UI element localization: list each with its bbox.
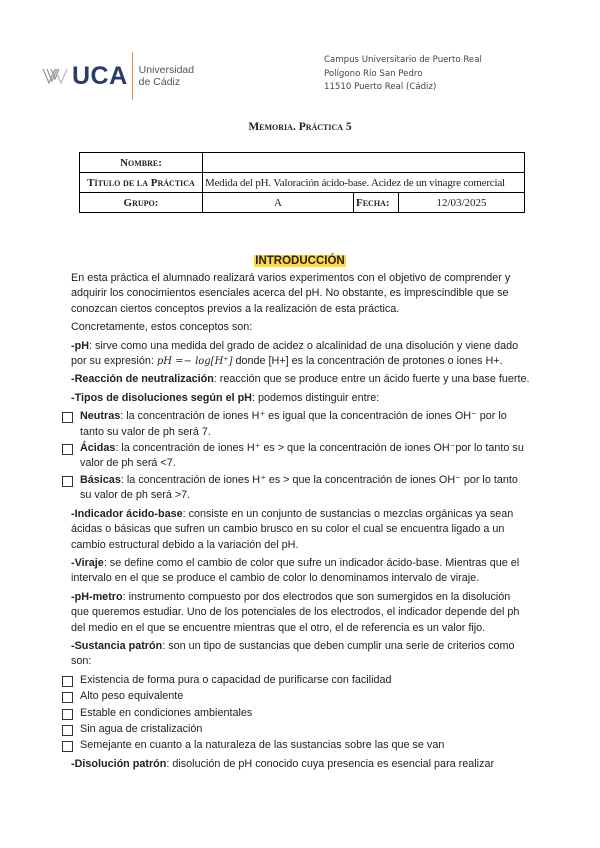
table-row [80,173,525,193]
titulo-label: Título de la Práctica [80,173,203,193]
term: -Sustancia patrón [71,639,163,652]
list-item [62,673,531,688]
address-line: 11510 Puerto Real (Cádiz) [324,82,437,93]
sustancia-patron-definition [71,639,531,670]
address-line: Campus Universitario de Puerto Real [324,55,482,65]
item-text: Estable en condiciones ambientales [80,706,253,719]
checkbox[interactable] [62,692,73,703]
nombre-value [203,153,525,173]
list-item [62,441,531,472]
phmetro-definition [71,590,531,636]
concepts-intro: Concretamente, estos conceptos son: [71,321,253,334]
checkbox[interactable] [62,741,73,752]
item-text: Semejante en cuanto a la naturaleza de las sustancias sobre las que se van [80,739,445,752]
fecha-value: 12/03/2025 [399,193,525,213]
definition-text: : reacción que se produce entre un ácido fuerte y una base fuerte. [213,373,530,386]
logo-divider [132,52,133,100]
intro-content [71,271,531,775]
term: -Tipos de disoluciones según el pH [71,391,252,404]
viraje-definition [71,556,531,587]
neutralizacion-definition [71,372,531,387]
checkbox[interactable] [62,476,73,487]
list-item [62,473,531,504]
uca-logo [42,52,194,100]
list-item [62,738,531,753]
ph-formula: pH =− log[H⁺] [156,356,233,368]
address-line: Polígono Río San Pedro [324,68,423,79]
term: -pH [71,339,89,352]
definition-text: donde [H+] es la concentración de protones o iones H+. [232,355,503,368]
disolucion-patron-definition [71,757,531,772]
checkbox[interactable] [62,725,73,736]
term: -Viraje [71,556,104,569]
term: -Reacción de neutralización [71,373,214,386]
item-text: : la concentración de iones H⁺ es > que la concentración de iones OH⁻ por lo tanto su valor de ph será >7. [80,473,518,502]
table-row [80,153,525,173]
nombre-label: Nombre: [80,153,203,173]
list-item [62,409,531,440]
list-item [62,722,531,737]
item-text: : la concentración de iones H⁺ es igual que la concentración de iones OH⁻ por lo tanto su valor de ph será 7. [80,410,507,438]
indicador-definition [71,507,531,553]
definition-text: : consiste en un conjunto de sustancias o mezclas orgánicas ya sean ácidas o básicas que sufren un cambio brusco en su color el cual se encuentra ligado a un cambio estructural debido a la variación del pH. [71,507,514,551]
item-text: Existencia de forma pura o capacidad de purificarse con facilidad [80,673,392,686]
item-text: : la concentración de iones H⁺ es > que la concentración de iones OH⁻por lo tanto su valor de ph será <7. [80,442,524,470]
definition-text: : instrumento compuesto por dos electrodos que son sumergidos en la disolución que queremos estudiar. Uno de los potenciales de los electrodos, el indicador depende del ph del medio en el que se encuentre mientras que el otro, el de referencia es un valor fijo. [71,590,520,634]
logo-abbrev: UCA [72,61,128,90]
checkbox[interactable] [62,676,73,687]
list-item [62,689,531,704]
item-text: Sin agua de cristalización [80,722,203,735]
fecha-label: Fecha: [354,193,399,213]
checkbox[interactable] [62,444,73,455]
definition-text: : podemos distinguir entre: [251,391,380,404]
definition-text: : disolución de pH conocido cuya presencia es esencial para realizar [166,757,495,770]
uca-emblem-icon [42,65,68,87]
logo-line-2: de Cádiz [138,76,181,88]
checkbox[interactable] [62,709,73,720]
definition-text: : se define como el cambio de color que sufre un indicador ácido-base. Mientras que el intervalo en el que se produce el cambio de color lo denominamos intervalo de viraje. [71,556,520,585]
term: Neutras [80,410,121,423]
logo-university-name [139,64,194,88]
section-title [0,255,600,267]
definition-text: : son un tipo de sustancias que deben cumplir una serie de criterios como son: [71,639,515,668]
term: -Indicador ácido-base [71,507,183,520]
titulo-value: Medida del pH. Valoración ácido-base. Acidez de un vinagre comercial [203,173,525,193]
logo-line-1: Universidad [138,64,195,76]
info-table [79,152,525,213]
memo-title: Memoria. Práctica 5 [248,121,352,133]
term: -Disolución patrón [71,757,167,770]
term: Ácidas [80,442,116,455]
list-item [62,706,531,721]
grupo-label: Grupo: [80,193,203,213]
checkbox[interactable] [62,412,73,423]
table-row [80,193,525,213]
term: -pH-metro [71,590,123,603]
campus-address [324,54,482,95]
intro-paragraph: En esta práctica el alumnado realizará varios experimentos con el objetivo de comprender y adquirir los conocimientos esenciales acerca del pH. No obstante, es imprescindible que se conozcan ciertos conceptos previos a la realización de esta práctica. [71,272,511,315]
item-text: Alto peso equivalente [80,690,184,703]
ph-definition [71,339,531,370]
term: Básicas [80,473,121,486]
section-title-text: INTRODUCCIÓN [255,255,345,267]
definition-text: : sirve como una medida del grado de acidez o alcalinidad de una disolución y viene dado por su expresión: [71,339,519,368]
grupo-value: A [203,193,354,213]
tipos-definition [71,391,531,406]
